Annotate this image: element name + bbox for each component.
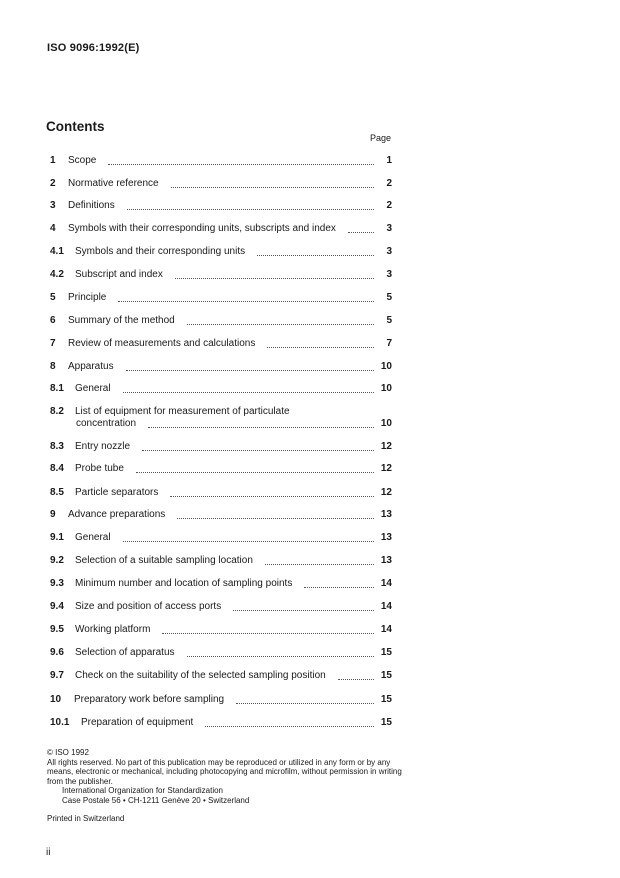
toc-entry-title: Review of measurements and calculations xyxy=(68,338,256,349)
toc-entry-title: Selection of apparatus xyxy=(75,647,175,658)
toc-entry-page: 15 xyxy=(380,694,392,705)
copyright-line: © ISO 1992 xyxy=(47,748,89,757)
document-id: ISO 9096:1992(E) xyxy=(47,42,140,54)
toc-entry-number: 6 xyxy=(50,315,56,326)
toc-leader-dots xyxy=(142,442,374,451)
toc-leader-dots xyxy=(257,247,374,256)
toc-leader-dots xyxy=(267,339,374,348)
toc-entry-number: 8.3 xyxy=(50,441,64,452)
toc-entry-number: 3 xyxy=(50,200,56,211)
toc-entry-page: 7 xyxy=(386,338,392,349)
toc-entry-number: 8.1 xyxy=(50,383,64,394)
toc-leader-dots xyxy=(170,488,374,497)
toc-entry-title: Probe tube xyxy=(75,463,124,474)
toc-leader-dots xyxy=(205,718,374,727)
toc-entry-page: 13 xyxy=(380,555,392,566)
toc-entry-page: 10 xyxy=(380,383,392,394)
toc-entry-number: 8.2 xyxy=(50,406,64,417)
toc-entry-number: 8 xyxy=(50,361,56,372)
toc-entry-page: 15 xyxy=(380,670,392,681)
toc-entry-page: 5 xyxy=(386,292,392,303)
page-number: ii xyxy=(46,847,51,858)
toc-leader-dots xyxy=(338,671,374,680)
toc-entry-title: Summary of the method xyxy=(68,315,175,326)
toc-entry-title: General xyxy=(75,532,111,543)
toc-entry-title: List of equipment for measurement of particulate xyxy=(75,406,290,417)
toc-entry-title: Advance preparations xyxy=(68,509,166,520)
toc-leader-dots xyxy=(175,270,374,279)
toc-entry-page: 3 xyxy=(386,223,392,234)
toc-entry-page: 1 xyxy=(386,155,392,166)
toc-entry-title: Subscript and index xyxy=(75,269,163,280)
toc-entry-page: 15 xyxy=(380,717,392,728)
toc-entry-title: Working platform xyxy=(75,624,151,635)
toc-entry-title: Definitions xyxy=(68,200,115,211)
toc-entry-title: General xyxy=(75,383,111,394)
toc-entry-number: 9.3 xyxy=(50,578,64,589)
toc-leader-dots xyxy=(126,362,374,371)
toc-entry-page: 2 xyxy=(386,178,392,189)
toc-entry-page: 10 xyxy=(380,361,392,372)
toc-entry-number: 8.4 xyxy=(50,463,64,474)
page-column-label: Page xyxy=(370,133,392,143)
toc-entry-number: 9.5 xyxy=(50,624,64,635)
toc-entry-title: Symbols with their corresponding units, subscripts and index xyxy=(68,223,336,234)
toc-entry-page: 3 xyxy=(386,269,392,280)
toc-entry-title: Preparation of equipment xyxy=(81,717,194,728)
toc-entry-number: 5 xyxy=(50,292,56,303)
toc-entry-number: 9.7 xyxy=(50,670,64,681)
toc-entry-number: 7 xyxy=(50,338,56,349)
toc-entry-page: 13 xyxy=(380,532,392,543)
toc-entry-title: Symbols and their corresponding units xyxy=(75,246,246,257)
toc-leader-dots xyxy=(162,625,374,634)
toc-leader-dots xyxy=(108,156,374,165)
toc-entry-title: Principle xyxy=(68,292,107,303)
toc-entry-number: 8.5 xyxy=(50,487,64,498)
toc-entry-number: 9.2 xyxy=(50,555,64,566)
toc-entry-page: 12 xyxy=(380,487,392,498)
toc-entry-title: Entry nozzle xyxy=(75,441,131,452)
toc-leader-dots xyxy=(123,384,374,393)
toc-entry-number: 4.2 xyxy=(50,269,64,280)
printed-in: Printed in Switzerland xyxy=(47,813,125,823)
toc-entry-number: 9.4 xyxy=(50,601,64,612)
toc-entry-number: 4.1 xyxy=(50,246,64,257)
toc-entry-number: 9 xyxy=(50,509,56,520)
toc-leader-dots xyxy=(177,510,374,519)
toc-entry-page: 15 xyxy=(380,647,392,658)
toc-entry-page: 12 xyxy=(380,441,392,452)
toc-entry-page: 13 xyxy=(380,509,392,520)
toc-entry-title: Normative reference xyxy=(68,178,159,189)
toc-entry-page: 14 xyxy=(380,601,392,612)
toc-leader-dots xyxy=(233,602,374,611)
toc-leader-dots xyxy=(127,201,374,210)
toc-entry-number: 10 xyxy=(50,694,62,705)
toc-entry-number: 10.1 xyxy=(50,717,70,728)
toc-leader-dots xyxy=(123,533,374,542)
toc-entry-title: Apparatus xyxy=(68,361,114,372)
rights-statement: All rights reserved. No part of this publication may be reproduced or utilized in any form or by any means, electronic or mechanical, including photocopying and microfilm, without permission in writing from the publisher. xyxy=(47,757,402,786)
toc-entry-title-continued: concentration xyxy=(76,418,137,429)
toc-entry-title: Preparatory work before sampling xyxy=(74,694,225,705)
toc-leader-dots xyxy=(236,695,374,704)
toc-entry-page: 10 xyxy=(380,418,392,429)
organization-name: International Organization for Standardization xyxy=(62,786,223,796)
toc-leader-dots xyxy=(304,579,374,588)
toc-entry-title: Particle separators xyxy=(75,487,159,498)
toc-leader-dots xyxy=(136,464,374,473)
contents-heading: Contents xyxy=(46,119,105,134)
toc-entry-title: Size and position of access ports xyxy=(75,601,222,612)
toc-entry-page: 14 xyxy=(380,624,392,635)
toc-entry-title: Check on the suitability of the selected sampling position xyxy=(75,670,326,681)
organization-address: Case Postale 56 • CH-1211 Genève 20 • Switzerland xyxy=(62,795,250,805)
toc-entry-number: 1 xyxy=(50,155,56,166)
toc-entry-page: 3 xyxy=(386,246,392,257)
toc-entry-number: 9.1 xyxy=(50,532,64,543)
toc-leader-dots xyxy=(265,556,374,565)
toc-leader-dots xyxy=(118,293,374,302)
toc-leader-dots xyxy=(187,648,374,657)
toc-entry-page: 5 xyxy=(386,315,392,326)
toc-leader-dots xyxy=(171,179,374,188)
toc-entry-page: 12 xyxy=(380,463,392,474)
toc-entry-title: Scope xyxy=(68,155,97,166)
toc-entry-title: Selection of a suitable sampling location xyxy=(75,555,253,566)
toc-leader-dots xyxy=(148,419,374,428)
toc-entry-title: Minimum number and location of sampling points xyxy=(75,578,293,589)
copyright-notice xyxy=(47,748,407,823)
toc-entry-number: 9.6 xyxy=(50,647,64,658)
toc-entry-number: 4 xyxy=(50,223,56,234)
toc-entry-number: 2 xyxy=(50,178,56,189)
toc-entry-page: 2 xyxy=(386,200,392,211)
toc-entry-page: 14 xyxy=(380,578,392,589)
toc-leader-dots xyxy=(187,316,374,325)
toc-leader-dots xyxy=(348,224,374,233)
